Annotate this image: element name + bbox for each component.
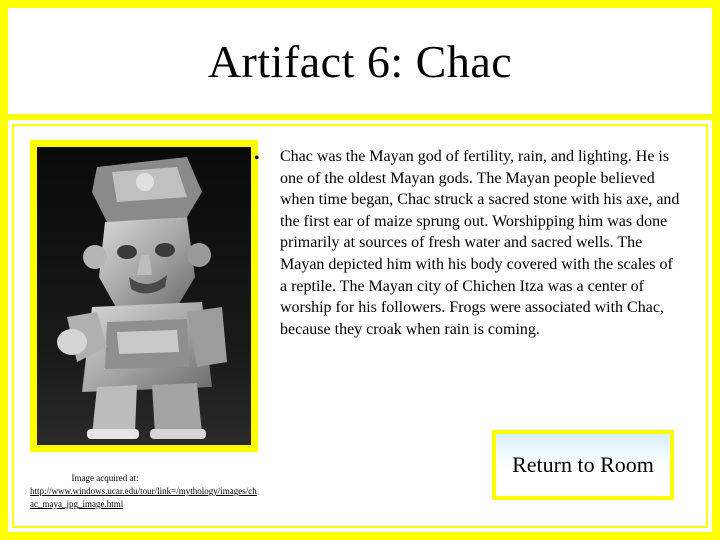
caption-source-link[interactable]: http://www.windows.ucar.edu/tour/link=/mythology/images/chac_maya_jpg_image.html xyxy=(30,486,257,509)
return-to-room-button[interactable] xyxy=(492,430,674,500)
caption-label: Image acquired at: xyxy=(71,473,139,483)
bullet-icon: • xyxy=(254,150,260,167)
chac-statue-image xyxy=(37,147,251,445)
image-caption xyxy=(30,472,260,511)
page-title: Artifact 6: Chac xyxy=(207,35,513,87)
return-button-label: Return to Room xyxy=(512,452,654,477)
description-text: Chac was the Mayan god of fertility, rain, and lighting. He is one of the oldest Mayan gods. The Mayan people believed when time began, Chac struck a sacred stone with his axe, and the first ear of maize sprung out. Worshipping him was done primarily at sources of fresh water and sacred wells. The Mayan depicted him with his body covered with the scales of a reptile. The Mayan city of Chichen Itza was a center of worship for his followers. Frogs were associated with Chac, because they croak when rain is coming. xyxy=(280,148,680,338)
artifact-image-frame xyxy=(30,140,258,452)
title-bar xyxy=(8,8,712,120)
